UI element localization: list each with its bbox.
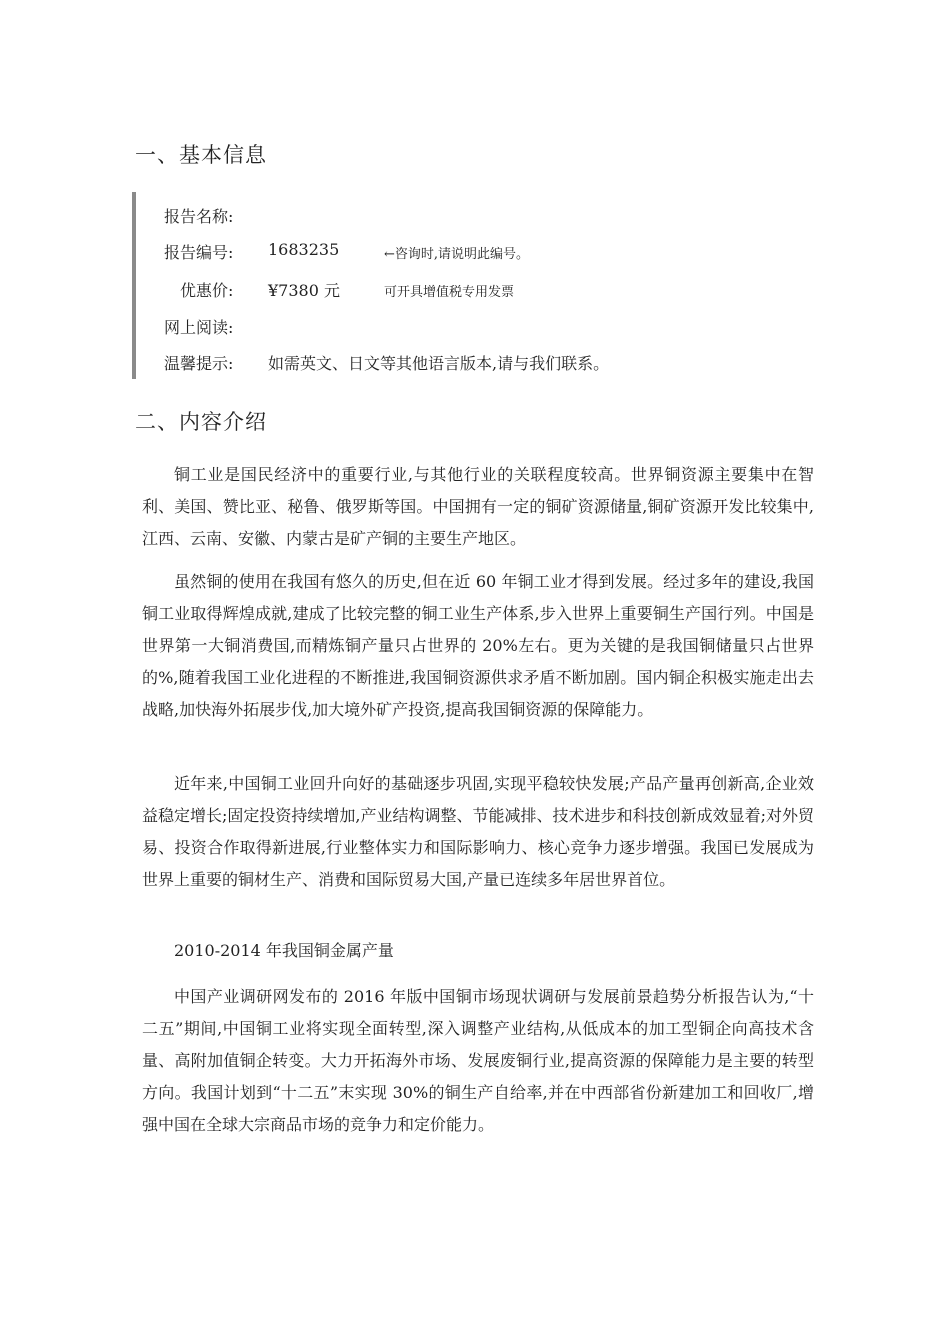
tip-value: 如需英文、日文等其他语言版本,请与我们联系。 bbox=[268, 354, 610, 373]
price-value: ¥7380 元 bbox=[268, 281, 340, 300]
price-note: 可开具增值税专用发票 bbox=[384, 285, 515, 300]
report-code-value: 1683235 bbox=[268, 240, 340, 259]
report-code-note: ←咨询时,请说明此编号。 bbox=[384, 247, 530, 262]
figure-caption: 2010-2014 年我国铜金属产量 bbox=[174, 941, 394, 960]
report-code-label: 报告编号: bbox=[164, 243, 234, 262]
section-title-basic-info: 一、基本信息 bbox=[135, 143, 267, 167]
paragraph: 虽然铜的使用在我国有悠久的历史,但在近 60 年铜工业才得到发展。经过多年的建设,我国铜工业取得辉煌成就,建成了比较完整的铜工业生产体系,步入世界上重要铜生产国行列。中国是世界第一大铜消费国,而精炼铜产量只占世界的 20%左右。更为关键的是我国铜储量只占世界的%,随着我国工业化进程的不断推进,我国铜资源供求矛盾不断加剧。国内铜企积极实施走出去战略,加快海外拓展步伐,加大境外矿产投资,提高我国铜资源的保障能力。 bbox=[142, 572, 814, 719]
paragraph: 近年来,中国铜工业回升向好的基础逐步巩固,实现平稳较快发展;产品产量再创新高,企业效益稳定增长;固定投资持续增加,产业结构调整、节能减排、技术进步和科技创新成效显着;对外贸易、投资合作取得新进展,行业整体实力和国际影响力、核心竞争力逐步增强。我国已发展成为世界上重要的铜材生产、消费和国际贸易大国,产量已连续多年居世界首位。 bbox=[142, 774, 814, 889]
paragraph: 中国产业调研网发布的 2016 年版中国铜市场现状调研与发展前景趋势分析报告认为,“十二五”期间,中国铜工业将实现全面转型,深入调整产业结构,从低成本的加工型铜企向高技术含量、高附加值铜企转变。大力开拓海外市场、发展废铜行业,提高资源的保障能力是主要的转型方向。我国计划到“十二五”末实现 30%的铜生产自给率,并在中西部省份新建加工和回收厂,增强中国在全球大宗商品市场的竞争力和定价能力。 bbox=[142, 987, 814, 1134]
price-label: 优惠价: bbox=[180, 281, 234, 300]
tip-label: 温馨提示: bbox=[164, 354, 234, 373]
paragraph: 铜工业是国民经济中的重要行业,与其他行业的关联程度较高。世界铜资源主要集中在智利、美国、赞比亚、秘鲁、俄罗斯等国。中国拥有一定的铜矿资源储量,铜矿资源开发比较集中,江西、云南、安徽、内蒙古是矿产铜的主要生产地区。 bbox=[142, 465, 814, 548]
report-name-label: 报告名称: bbox=[164, 207, 234, 226]
info-block bbox=[132, 192, 826, 379]
section-title-content-intro: 二、内容介绍 bbox=[135, 410, 267, 434]
online-reading-label: 网上阅读: bbox=[164, 318, 234, 337]
